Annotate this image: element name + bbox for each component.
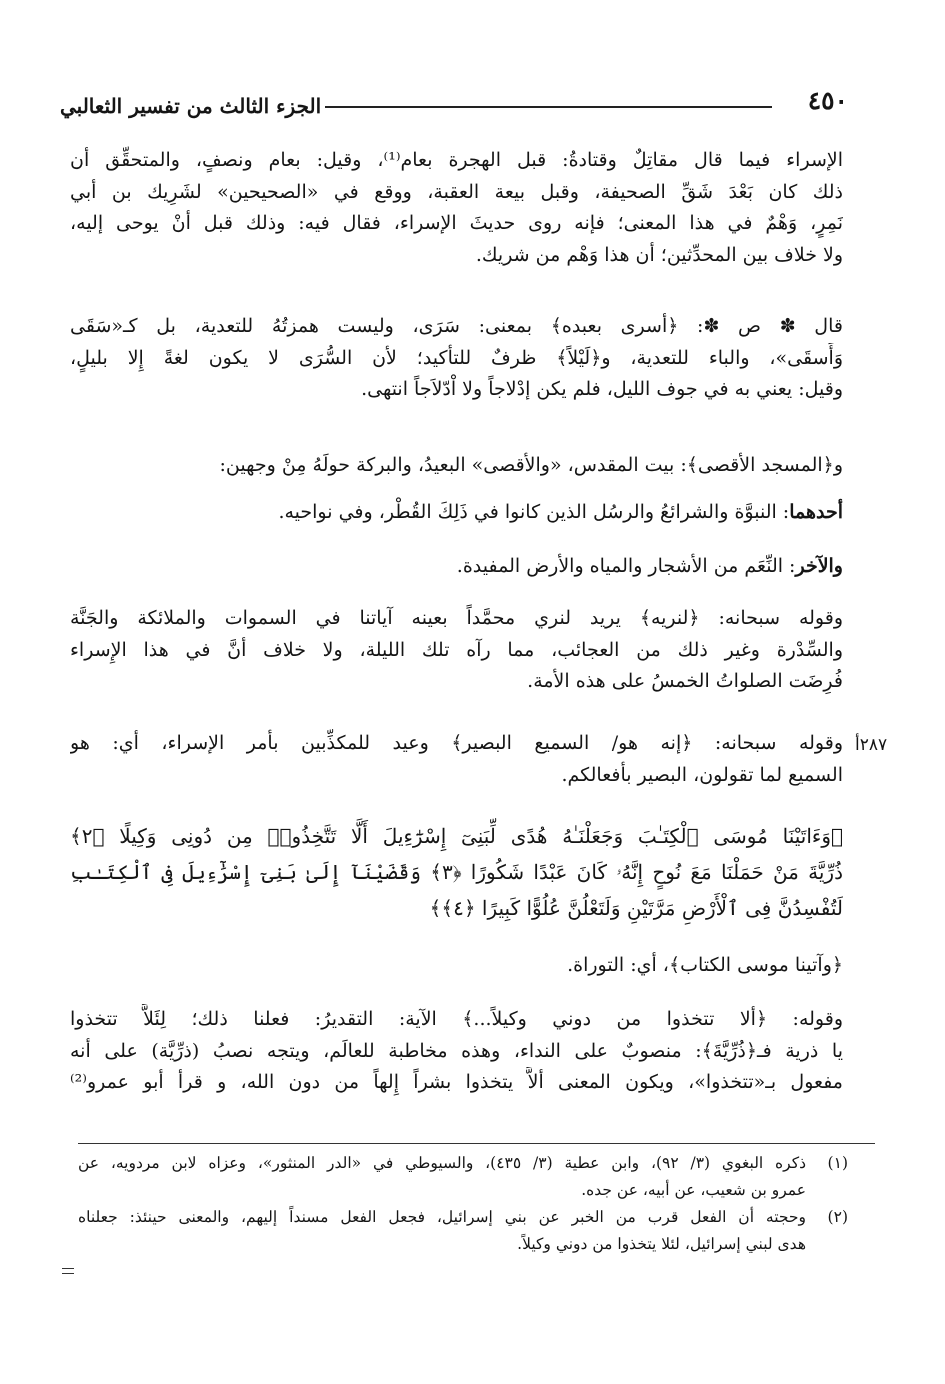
quran-line: ﴿وَءَاتَيْنَا مُوسَى ٱلْكِتَـٰبَ وَجَعَلْنَـٰهُ هُدًى لِّبَنِىٓ إِسْرَٰٓءِيلَ أَلَّا تَتَّخِذُوا۟ مِن دُونِى وَكِيلًا ﴿٢﴾	[70, 824, 843, 848]
text-line: ﴿وآتينا موسى الكتاب﴾، أي: التوراة.	[567, 954, 843, 976]
text-line: وقيل: يعني به في جوف الليل، فلم يكن إدْلاجاً ولا اْدّلاَجاً انتهى.	[361, 378, 843, 400]
footnote-number: (٢)	[827, 1208, 848, 1226]
paragraph-masjid-aqsa	[70, 450, 843, 482]
footnote-divider	[78, 1143, 875, 1144]
text-line: مفعول بـ«تتخذوا»، ويكون المعنى ألاَّ يتخذوا بشراً إِلهاً من دون الله، و قرأ أبو عمرو⁽²⁾	[70, 1071, 843, 1093]
text-line	[70, 551, 843, 583]
aspect-one	[70, 497, 843, 529]
text-line	[70, 497, 843, 529]
page-end-ornament	[62, 1268, 74, 1274]
footnote-line: عمرو بن شعيب، عن أبيه، عن جده.	[581, 1181, 806, 1199]
manuscript-folio-marker: ٢٨٧أ	[855, 735, 888, 755]
header-rule	[325, 106, 772, 108]
text-line: وقوله سبحانه: ﴿لنريه﴾ يريد لنري محمَّداً بعينه آياتنا في السموات والملائكة والجَنَّة	[70, 607, 843, 629]
text-line: قال ✽ ص ✽: ﴿أسرى بعبده﴾ بمعنى: سَرَى، وليست همزتُهُ للتعدية، بل كـ«سَقَى	[70, 315, 843, 337]
paragraph-tawrat	[70, 950, 843, 982]
text-line: يا ذرية فـ﴿ذُرِّيَّةَ﴾: منصوبٌ على النداء، وهذه مخاطبة للعالَم، ويتجه نصبُ (ذرِّيَّة) على أنه	[70, 1039, 843, 1062]
footnote-number: (١)	[827, 1154, 848, 1172]
aspect-text: : النبوَّة والشرائعُ والرسُل الذين كانوا في ذَلِكَ القُطْر، وفي نواحيه.	[278, 501, 790, 523]
footnotes	[78, 1150, 848, 1258]
text-line: الإسراء فيما قال مقاتِلٌ وقتادةُ: قبل الهجرة بعام⁽¹⁾، وقيل: بعام ونصفٍ، والمتحقِّق أن	[70, 149, 843, 171]
text-line: فُرِضَت الصلواتُ الخمسُ على هذه الأمة.	[527, 670, 843, 692]
quran-line: ذُرِّيَّةَ مَنْ حَمَلْنَا مَعَ نُوحٍ إِنَّهُۥ كَانَ عَبْدًا شَكُورًا ﴿٣﴾ وَقَضَيْنَآ إِلَىٰ بَنِىٓ إِسْرَٰٓءِيلَ فِى ٱلْكِتَـٰبِ	[70, 860, 843, 884]
aspect-label: أحدهما	[789, 501, 843, 523]
paragraph-isra-timing	[70, 145, 843, 271]
text-line: وقوله سبحانه: ﴿إنه هو/ السميع البصير﴾ وعيد للمكذِّبين بأمر الإسراء، أي: هو	[70, 732, 843, 754]
quran-line: لَتُفْسِدُنَّ فِى ٱلْأَرْضِ مَرَّتَيْنِ وَلَتَعْلُنَّ عُلُوًّا كَبِيرًا ﴿٤﴾﴾	[429, 896, 843, 920]
footnote-2	[78, 1204, 848, 1258]
text-line: و﴿المسجد الأقصى﴾: بيت المقدس، «والأقصى» البعيدُ، والبركة حولَهُ مِنْ وجهين:	[219, 454, 843, 476]
footnote-1	[78, 1150, 848, 1204]
text-line: ولا خلاف بين المحدِّثين؛ أن هذا وَهْم من شريك.	[475, 243, 843, 266]
footnote-line: وحجته أن الفعل قرب من الخبر عن بني إسرائيل، فجعل الفعل مسنداً إليهم، والمعنى حينئذ: جعلناه	[78, 1208, 806, 1226]
paragraph-asra-meaning	[70, 311, 843, 406]
text-line: ذلك كان بَعْدَ شَقِّ الصحيفة، وقبل بيعة العقبة، ووقع في «الصحيحين» لشَرِيك بن أبي	[70, 180, 843, 203]
aspect-text: : النِّعَم من الأشجار والمياه والأرض المفيدة.	[456, 555, 796, 577]
text-line: والسِّدْرة وغير ذلك من العجائب، مما رآه تلك الليلة، ولا خلاف أنَّ في هذا الإِسراء	[70, 638, 843, 661]
aspect-two	[70, 551, 843, 583]
text-line: وَأَسقَى»، والباء للتعدية، و﴿لَيْلاً﴾ ظرفٌ للتأكيد؛ لأن السُّرَى لا يكون لغةً إِلا بليلٍ،	[70, 346, 843, 369]
footnote-line: ذكره البغوي (٣/ ٩٢)، وابن عطية (٣/ ٤٣٥)، والسيوطي في «الدر المنثور»، وعزاه لابن مردويه، عن	[78, 1154, 806, 1172]
paragraph-linuriyahu	[70, 603, 843, 698]
text-line: نَمِرٍ، وَهْمٌ في هذا المعنى؛ فإنه روى حديثَ الإسراء، فقال فيه: وذلك قبل أنْ يوحى إليه،	[70, 212, 843, 234]
page-header	[60, 84, 850, 124]
paragraph-dhurriyya	[70, 1004, 843, 1099]
text-line: وقوله: ﴿ألا تتخذوا من دوني وكيلاً...﴾ الآية: التقديرُ: فعلنا ذلك؛ لِئَلاَّ تتخذوا	[70, 1008, 843, 1030]
text-line: السميع لما تقولون، البصير بأفعالكم.	[561, 763, 843, 786]
aspect-label: والآخر	[795, 555, 843, 577]
footnote-line: هدى لبني إسرائيل، لئلا يتخذوا من دوني وكيلاً.	[517, 1235, 806, 1253]
running-title: الجزء الثالث من تفسير الثعالبي	[60, 94, 322, 118]
page-number: ٤٥٠	[807, 86, 848, 115]
paragraph-sami-basir	[70, 728, 843, 791]
quran-verses-block	[70, 818, 843, 926]
